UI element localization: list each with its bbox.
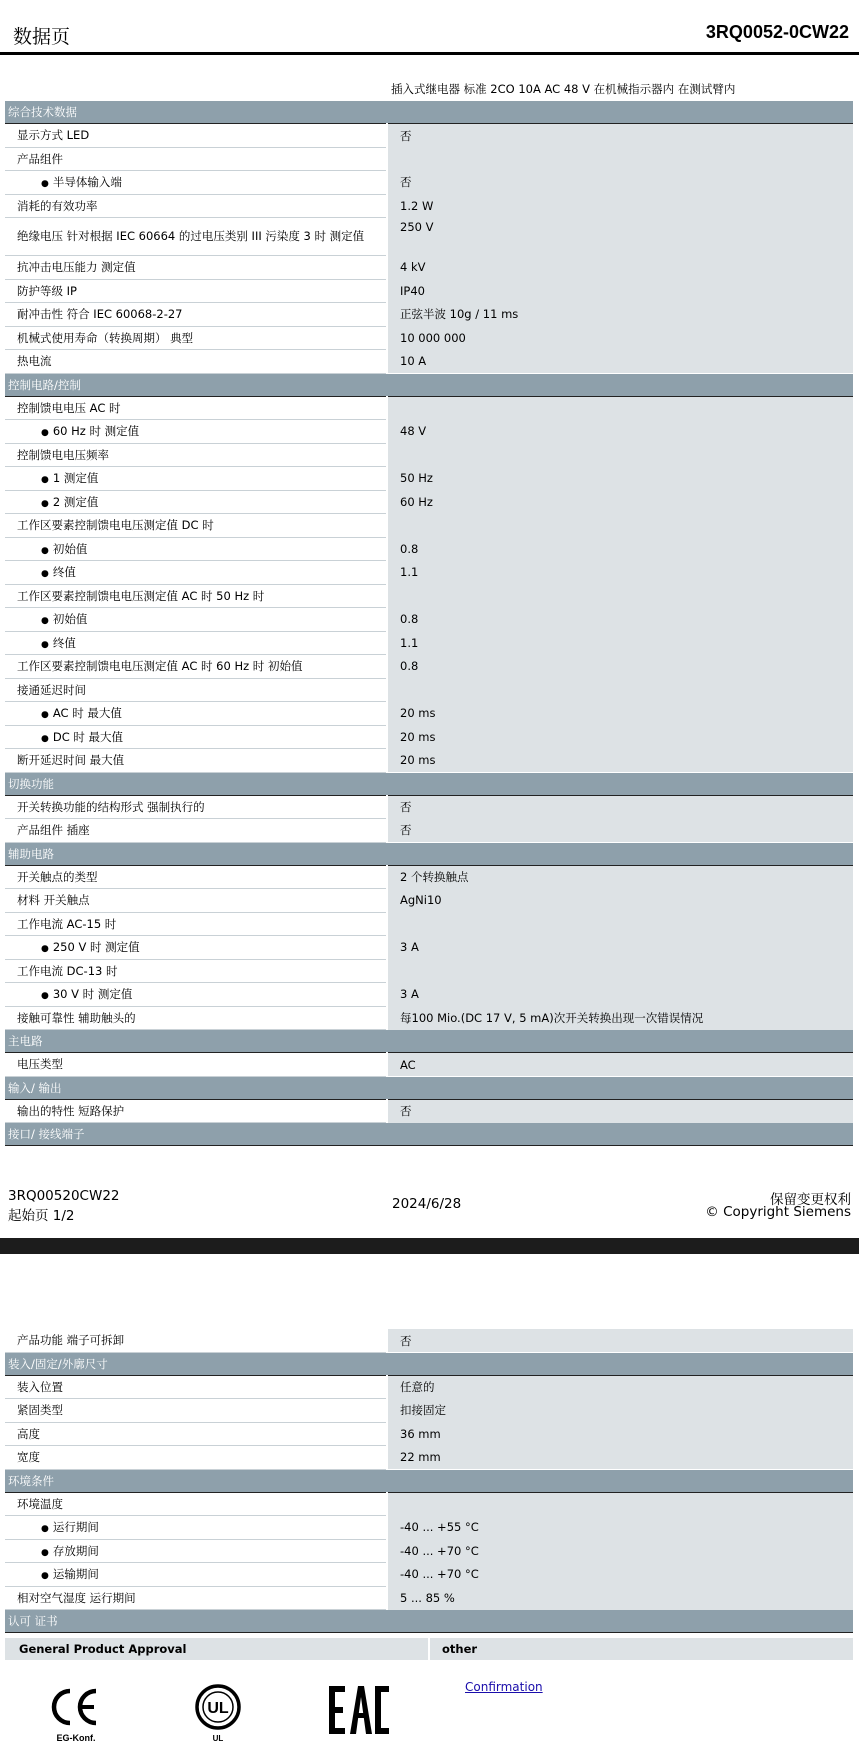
spec-label: 接通延迟时间 xyxy=(17,682,86,697)
spec-row xyxy=(5,983,853,1007)
spec-value: 22 mm xyxy=(387,1446,853,1470)
spec-value: -40 ... +70 °C xyxy=(387,1539,853,1563)
spec-label: 半导体输入端 xyxy=(52,175,122,190)
bullet-icon: ● xyxy=(41,1547,49,1558)
spec-label: 耐冲击性 符合 IEC 60068-2-27 xyxy=(17,307,183,322)
spec-value: 0.8 xyxy=(387,608,853,632)
spec-label: 环境温度 xyxy=(17,1496,63,1511)
spec-value: 否 xyxy=(387,819,853,843)
spec-label: 抗冲击电压能力 测定值 xyxy=(17,260,136,275)
spec-label: 30 V 时 测定值 xyxy=(52,987,133,1002)
spec-value xyxy=(387,514,853,538)
spec-label: 产品组件 插座 xyxy=(17,823,90,838)
spec-table-page-1 xyxy=(5,101,853,1146)
spec-row xyxy=(5,420,853,444)
spec-value: IP40 xyxy=(387,279,853,303)
spec-value: 0.8 xyxy=(387,655,853,679)
page-footer xyxy=(0,1176,859,1226)
spec-label: 工作区要素控制馈电电压测定值 AC 时 50 Hz 时 xyxy=(17,588,265,603)
approval-other: other xyxy=(442,1642,478,1656)
spec-value xyxy=(387,443,853,467)
spec-value: 1.2 W xyxy=(387,194,853,218)
spec-label: 运行期间 xyxy=(52,1520,99,1535)
section-title: 综合技术数据 xyxy=(5,101,853,124)
spec-row xyxy=(5,865,853,889)
header-rule xyxy=(0,52,859,55)
bullet-icon: ● xyxy=(41,545,49,556)
spec-value xyxy=(387,912,853,936)
ce-mark-icon xyxy=(46,1683,106,1745)
spec-row xyxy=(5,194,853,218)
bullet-icon: ● xyxy=(41,944,49,955)
spec-row xyxy=(5,584,853,608)
spec-table-page-2 xyxy=(5,1329,853,1633)
spec-row xyxy=(5,1422,853,1446)
ul-mark-caption: UL xyxy=(212,1734,224,1743)
spec-value: 36 mm xyxy=(387,1422,853,1446)
eac-mark-icon xyxy=(328,1683,390,1739)
spec-value: 扣接固定 xyxy=(387,1399,853,1423)
product-number: 3RQ0052-0CW22 xyxy=(705,22,849,42)
spec-value: 否 xyxy=(387,1099,853,1123)
spec-label: 输出的特性 短路保护 xyxy=(17,1103,125,1118)
spec-label: 相对空气湿度 运行期间 xyxy=(17,1590,136,1605)
spec-label: 2 测定值 xyxy=(52,494,99,509)
approval-header xyxy=(5,1638,853,1660)
spec-label: 工作电流 AC-15 时 xyxy=(17,916,117,931)
spec-row xyxy=(5,1516,853,1540)
spec-row xyxy=(5,326,853,350)
spec-label: 防护等级 IP xyxy=(17,283,77,298)
spec-value: 正弦半波 10g / 11 ms xyxy=(387,303,853,327)
spec-value: 否 xyxy=(387,124,853,148)
spec-label: 1 测定值 xyxy=(52,471,99,486)
spec-row xyxy=(5,147,853,171)
spec-row xyxy=(5,936,853,960)
footer-page: 起始页 1/2 xyxy=(8,1208,75,1224)
spec-row xyxy=(5,1586,853,1610)
spec-label: 开关转换功能的结构形式 强制执行的 xyxy=(17,799,205,814)
spec-row xyxy=(5,912,853,936)
spec-label: DC 时 最大值 xyxy=(52,729,124,744)
spec-label: 产品组件 xyxy=(17,151,63,166)
section-title: 装入/固定/外廓尺寸 xyxy=(5,1352,853,1375)
page-header xyxy=(0,0,859,56)
bullet-icon: ● xyxy=(41,991,49,1002)
spec-row xyxy=(5,1329,853,1352)
spec-row xyxy=(5,124,853,148)
section-header xyxy=(5,373,853,396)
spec-row xyxy=(5,396,853,420)
spec-value: 48 V xyxy=(387,420,853,444)
spec-value xyxy=(387,1492,853,1516)
spec-row xyxy=(5,467,853,491)
spec-label: 运输期间 xyxy=(52,1567,99,1582)
spec-value: 任意的 xyxy=(387,1375,853,1399)
spec-row xyxy=(5,443,853,467)
spec-value: -40 ... +55 °C xyxy=(387,1516,853,1540)
section-header xyxy=(5,772,853,795)
spec-value: 20 ms xyxy=(387,725,853,749)
section-title: 接口/ 接线端子 xyxy=(5,1123,853,1146)
spec-value xyxy=(387,396,853,420)
spec-value: 20 ms xyxy=(387,702,853,726)
spec-label: 绝缘电压 针对根据 IEC 60664 的过电压类别 III 污染度 3 时 测定值 xyxy=(17,229,365,243)
bullet-icon: ● xyxy=(41,428,49,439)
bullet-icon: ● xyxy=(41,1571,49,1582)
spec-row xyxy=(5,1539,853,1563)
bullet-icon: ● xyxy=(41,1524,49,1535)
spec-row xyxy=(5,490,853,514)
section-title: 输入/ 输出 xyxy=(5,1076,853,1099)
section-header xyxy=(5,1352,853,1375)
spec-value: AC xyxy=(387,1053,853,1077)
spec-value: 2 个转换触点 xyxy=(387,865,853,889)
approval-label: General Product Approval xyxy=(19,1642,187,1656)
section-title: 认可 证书 xyxy=(5,1610,853,1633)
spec-value: 1.1 xyxy=(387,631,853,655)
spec-row xyxy=(5,1446,853,1470)
spec-value: 0.8 xyxy=(387,537,853,561)
section-header xyxy=(5,1076,853,1099)
section-header xyxy=(5,1469,853,1492)
section-title: 控制电路/控制 xyxy=(5,373,853,396)
product-description: 插入式继电器 标准 2CO 10A AC 48 V 在机械指示器内 在测试臂内 xyxy=(391,82,736,96)
spec-row xyxy=(5,749,853,773)
spec-value: 250 V xyxy=(387,218,853,256)
spec-value: 3 A xyxy=(387,983,853,1007)
spec-label: 初始值 xyxy=(52,612,88,627)
spec-label: 工作区要素控制馈电电压测定值 AC 时 60 Hz 时 初始值 xyxy=(17,659,303,674)
spec-label: 紧固类型 xyxy=(17,1403,63,1418)
spec-label: AC 时 最大值 xyxy=(52,706,122,721)
spec-row xyxy=(5,702,853,726)
spec-row xyxy=(5,303,853,327)
bullet-icon: ● xyxy=(41,710,49,721)
spec-label: 工作电流 DC-13 时 xyxy=(17,963,118,978)
spec-row xyxy=(5,561,853,585)
spec-value xyxy=(387,959,853,983)
ul-mark-icon xyxy=(192,1683,248,1745)
spec-row xyxy=(5,819,853,843)
spec-label: 电压类型 xyxy=(17,1057,63,1072)
spec-label: 宽度 xyxy=(17,1450,40,1465)
spec-value: AgNi10 xyxy=(387,889,853,913)
spec-row xyxy=(5,171,853,195)
section-title: 主电路 xyxy=(5,1030,853,1053)
spec-label: 终值 xyxy=(52,635,76,650)
spec-row xyxy=(5,1099,853,1123)
spec-label: 初始值 xyxy=(52,541,88,556)
spec-value: 50 Hz xyxy=(387,467,853,491)
spec-row xyxy=(5,889,853,913)
spec-row xyxy=(5,795,853,819)
section-title: 切换功能 xyxy=(5,772,853,795)
spec-row xyxy=(5,655,853,679)
spec-label: 机械式使用寿命（转换周期） 典型 xyxy=(17,330,194,345)
spec-label: 250 V 时 测定值 xyxy=(52,940,140,955)
spec-value: 否 xyxy=(387,171,853,195)
spec-label: 装入位置 xyxy=(17,1379,63,1394)
spec-row xyxy=(5,1563,853,1587)
ul-mark-label: UL xyxy=(207,1700,229,1717)
spec-row xyxy=(5,1006,853,1030)
spec-label: 工作区要素控制馈电电压测定值 DC 时 xyxy=(17,518,214,533)
spec-label: 热电流 xyxy=(17,354,52,369)
section-title: 辅助电路 xyxy=(5,842,853,865)
spec-value: 4 kV xyxy=(387,256,853,280)
footer-code: 3RQ00520CW22 xyxy=(8,1188,120,1204)
spec-value: 5 ... 85 % xyxy=(387,1586,853,1610)
spec-value xyxy=(387,584,853,608)
spec-row xyxy=(5,1492,853,1516)
spec-label: 60 Hz 时 测定值 xyxy=(52,424,140,439)
spec-value: 10 000 000 xyxy=(387,326,853,350)
spec-label: 消耗的有效功率 xyxy=(17,198,98,213)
spec-row xyxy=(5,959,853,983)
spec-row xyxy=(5,1375,853,1399)
spec-value: 3 A xyxy=(387,936,853,960)
ce-mark-caption: EG-Konf. xyxy=(56,1733,96,1743)
spec-label: 断开延迟时间 最大值 xyxy=(17,753,125,768)
bullet-icon: ● xyxy=(41,616,49,627)
spec-row xyxy=(5,218,853,256)
bullet-icon: ● xyxy=(41,639,49,650)
spec-row xyxy=(5,678,853,702)
bullet-icon: ● xyxy=(41,179,49,190)
spec-label: 接触可靠性 辅助触头的 xyxy=(17,1010,136,1025)
page-divider xyxy=(0,1238,859,1254)
spec-value xyxy=(387,147,853,171)
section-header xyxy=(5,1610,853,1633)
spec-row xyxy=(5,1053,853,1077)
section-header xyxy=(5,1123,853,1146)
footer-copyright: © Copyright Siemens xyxy=(705,1204,851,1220)
section-title: 环境条件 xyxy=(5,1469,853,1492)
section-header xyxy=(5,842,853,865)
spec-row xyxy=(5,350,853,374)
spec-label: 开关触点的类型 xyxy=(17,869,98,884)
section-header xyxy=(5,101,853,124)
spec-row xyxy=(5,279,853,303)
spec-value: 10 A xyxy=(387,350,853,374)
footer-date: 2024/6/28 xyxy=(392,1196,462,1212)
bullet-icon: ● xyxy=(41,569,49,580)
section-header xyxy=(5,1030,853,1053)
spec-label: 终值 xyxy=(52,565,76,580)
spec-value: 每100 Mio.(DC 17 V, 5 mA)次开关转换出现一次错误情况 xyxy=(387,1006,853,1030)
spec-value: 60 Hz xyxy=(387,490,853,514)
bullet-icon: ● xyxy=(41,498,49,509)
spec-value: -40 ... +70 °C xyxy=(387,1563,853,1587)
bullet-icon: ● xyxy=(41,733,49,744)
spec-row xyxy=(5,256,853,280)
spec-value xyxy=(387,678,853,702)
footer-rights: 保留变更权利 xyxy=(770,1192,851,1208)
spec-value: 否 xyxy=(387,1329,853,1352)
spec-value: 否 xyxy=(387,795,853,819)
confirmation-link[interactable]: Confirmation xyxy=(465,1680,543,1694)
spec-row xyxy=(5,537,853,561)
datasheet-title: 数据页 xyxy=(13,26,71,48)
spec-row xyxy=(5,725,853,749)
spec-row xyxy=(5,608,853,632)
spec-label: 材料 开关触点 xyxy=(17,893,90,908)
spec-value: 1.1 xyxy=(387,561,853,585)
spec-row xyxy=(5,1399,853,1423)
spec-row xyxy=(5,514,853,538)
spec-label: 控制馈电电压 AC 时 xyxy=(17,400,121,415)
spec-label: 显示方式 LED xyxy=(17,128,90,143)
spec-label: 产品功能 端子可拆卸 xyxy=(17,1333,125,1348)
spec-label: 高度 xyxy=(17,1426,40,1441)
spec-label: 存放期间 xyxy=(52,1543,99,1558)
spec-value: 20 ms xyxy=(387,749,853,773)
bullet-icon: ● xyxy=(41,475,49,486)
spec-label: 控制馈电电压频率 xyxy=(17,447,109,462)
spec-row xyxy=(5,631,853,655)
